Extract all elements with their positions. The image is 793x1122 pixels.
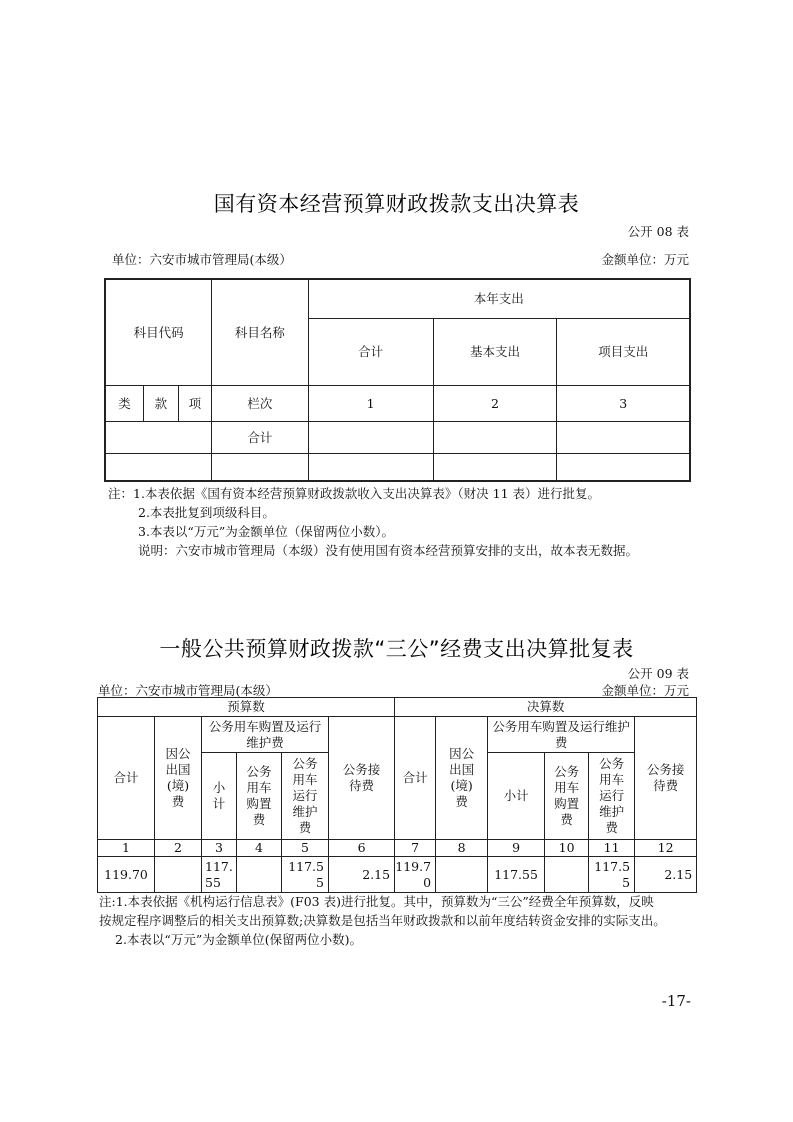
header-project: 项目支出 [557,318,690,385]
header-budget-car-purchase: 公务用车购置费 [237,753,282,840]
header-final-subtotal: 小计 [488,753,545,840]
col-no: 12 [635,840,697,857]
header-subject-code: 科目代码 [105,279,212,385]
header-final-car-purchase: 公务用车购置费 [545,753,589,840]
col-no: 2 [155,840,202,857]
header-final-reception: 公务接待费 [635,717,697,840]
header-current-year: 本年支出 [308,279,690,318]
note-line: 注:1.本表依据《机构运行信息表》(F03 表)进行批复。其中，预算数为“三公”经费全年预算数，反映 [99,894,654,909]
note-line: 说明：六安市城市管理局（本级）没有使用国有资本经营预算安排的支出，故本表无数据。 [138,543,639,558]
budget-total-value: 119.70 [98,857,155,893]
col-no: 6 [329,840,395,857]
header-xiang: 项 [178,385,212,421]
table09-unit-org: 单位：六安市城市管理局(本级） [98,683,278,698]
header-total: 合计 [308,318,433,385]
final-reception-value: 2.15 [635,857,697,893]
col-no-1: 1 [308,385,433,421]
col-no-3: 3 [557,385,690,421]
budget-car-operation-value: 117.55 [282,857,329,893]
final-abroad-value [436,857,488,893]
header-kuan: 款 [144,385,179,421]
page-number: -17- [661,992,691,1010]
final-total-value: 119.70 [395,857,436,893]
budget-abroad-value [155,857,202,893]
final-car-operation-value: 117.55 [589,857,635,893]
cell-code [105,421,212,453]
header-subject-name: 科目名称 [212,279,308,385]
header-budget-reception: 公务接待费 [329,717,395,840]
cell-total [308,453,433,481]
header-final-car-operation: 公务用车运行维护费 [589,753,635,840]
table-row [105,421,690,453]
header-lei: 类 [105,385,144,421]
cell-name: 合计 [212,421,308,453]
table09-title: 一般公共预算财政拨款“三公”经费支出决算批复表 [159,637,634,661]
header-budget-car-operation: 公务用车运行维护费 [282,753,329,840]
note-line: 按规定程序调整后的相关支出预算数;决算数是包括当年财政拨款和以前年度结转资金安排的实际支出。 [99,913,666,928]
col-no-2: 2 [433,385,557,421]
header-budget-abroad: 因公出国(境)费 [155,717,202,840]
table08-unit-org: 单位：六安市城市管理局(本级） [112,252,292,267]
col-no: 5 [282,840,329,857]
budget-car-purchase-value [237,857,282,893]
header-budget: 预算数 [98,698,395,717]
table09 [97,697,697,893]
col-no: 10 [545,840,589,857]
note-line: 3.本表以“万元”为金额单位（保留两位小数）。 [138,524,394,539]
table08-title: 国有资本经营预算财政拨款支出决算表 [213,192,580,216]
table09-notes [99,892,666,949]
header-budget-total: 合计 [98,717,155,840]
table-row [98,857,697,893]
table08-unit-currency: 金额单位：万元 [601,252,689,267]
cell-total [308,421,433,453]
table08 [104,278,691,482]
note-line: 2.本表以“万元”为金额单位(保留两位小数)。 [115,932,362,947]
table-row [105,453,690,481]
cell-code [105,453,212,481]
header-column-no: 栏次 [212,385,308,421]
col-no: 8 [436,840,488,857]
table09-number: 公开 09 表 [627,666,689,681]
header-final: 决算数 [395,698,697,717]
cell-name [212,453,308,481]
cell-basic [433,453,557,481]
table08-notes [108,484,638,560]
col-no: 4 [237,840,282,857]
header-budget-car-group: 公务用车购置及运行维护费 [202,717,329,753]
header-basic: 基本支出 [433,318,557,385]
budget-subtotal-value: 117.55 [202,857,237,893]
header-final-car-group: 公务用车购置及运行维护费 [488,717,635,753]
final-car-purchase-value [545,857,589,893]
col-no: 9 [488,840,545,857]
col-no: 11 [589,840,635,857]
cell-project [557,453,690,481]
col-no: 3 [202,840,237,857]
col-no: 7 [395,840,436,857]
table09-unit-currency: 金额单位：万元 [601,683,689,698]
col-no: 1 [98,840,155,857]
budget-reception-value: 2.15 [329,857,395,893]
note-line: 注：1.本表依据《国有资本经营预算财政拨款收入支出决算表》（财决 11 表）进行批复。 [108,486,601,501]
table08-number: 公开 08 表 [627,224,689,239]
header-budget-subtotal: 小计 [202,753,237,840]
final-subtotal-value: 117.55 [488,857,545,893]
note-line: 2.本表批复到项级科目。 [138,505,275,520]
header-final-abroad: 因公出国(境)费 [436,717,488,840]
column-number-row [98,840,697,857]
cell-basic [433,421,557,453]
cell-project [557,421,690,453]
header-final-total: 合计 [395,717,436,840]
